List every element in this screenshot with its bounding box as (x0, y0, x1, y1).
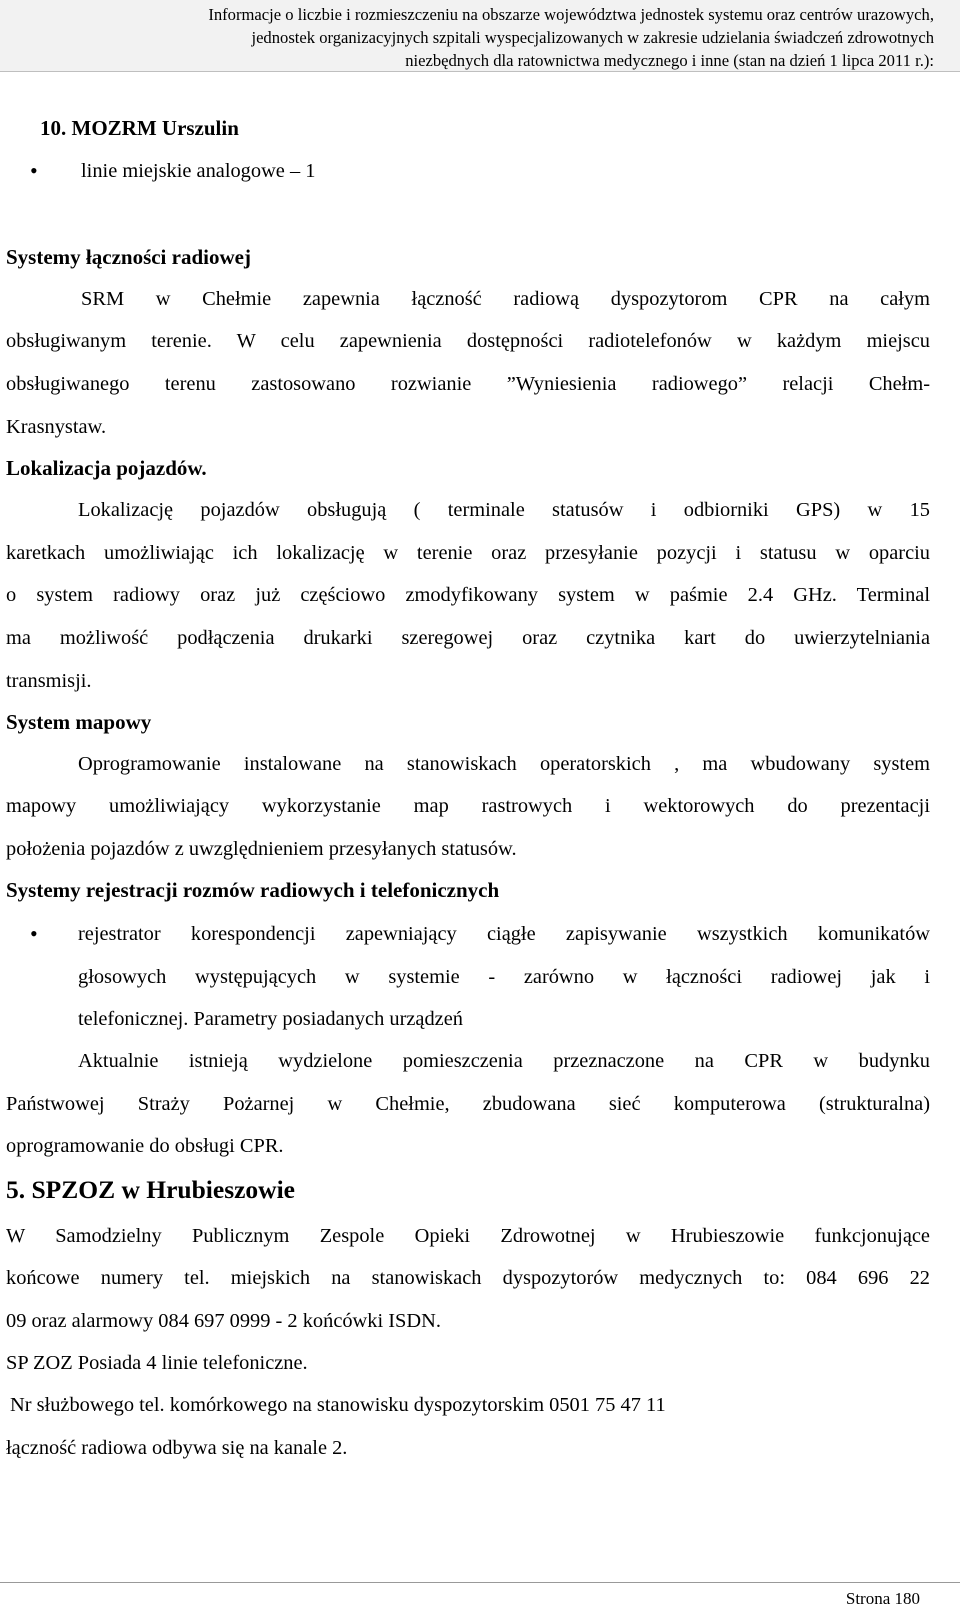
location-line-3: o system radiowy oraz już częściowo zmodyfikowany system w paśmie 2.4 GHz. Terminal (6, 584, 930, 606)
header-line-1: Informacje o liczbie i rozmieszczeniu na obszarze województwa jednostek systemu oraz centrów urazowych, (208, 5, 934, 24)
recording-para-line-2: Państwowej Straży Pożarnej w Chełmie, zbudowana sieć komputerowa (strukturalna) (6, 1093, 930, 1115)
location-line-5: transmisji. (6, 670, 92, 692)
section-5-line-2: końcowe numery tel. miejskich na stanowiskach dyspozytorów medycznych to: 084 696 22 (6, 1267, 930, 1289)
header-line-3: niezbędnych dla ratownictwa medycznego i inne (stan na dzień 1 lipca 2011 r.): (405, 51, 934, 70)
radio-heading: Systemy łączności radiowej (6, 245, 251, 269)
recording-bullet-line-2: głosowych występujących w systemie - zarówno w łączności radiowej jak i (78, 966, 930, 988)
radio-line-1: SRM w Chełmie zapewnia łączność radiową dyspozytorom CPR na całym (81, 288, 930, 310)
page-header (0, 0, 960, 72)
recording-bullet-line-1: rejestrator korespondencji zapewniający ciągłe zapisywanie wszystkich komunikatów (78, 923, 930, 945)
map-line-1: Oprogramowanie instalowane na stanowiskach operatorskich , ma wbudowany system (78, 753, 930, 775)
radio-line-3: obsługiwanego terenu zastosowano rozwianie ”Wyniesienia radiowego” relacji Chełm- (6, 373, 930, 395)
bullet-icon: • (30, 921, 38, 946)
section-5-line-6: łączność radiowa odbywa się na kanale 2. (6, 1437, 348, 1459)
recording-bullet-line-3: telefonicznej. Parametry posiadanych urządzeń (78, 1008, 463, 1030)
map-heading: System mapowy (6, 710, 152, 734)
map-line-3: położenia pojazdów z uwzględnieniem przesyłanych statusów. (6, 838, 517, 860)
section-5-heading: 5. SPZOZ w Hrubieszowie (6, 1175, 296, 1204)
section-10-heading: 10. MOZRM Urszulin (40, 116, 239, 140)
page-footer (0, 1582, 960, 1613)
section-5-line-1: W Samodzielny Publicznym Zespole Opieki Zdrowotnej w Hrubieszowie funkcjonujące (6, 1225, 930, 1247)
map-line-2: mapowy umożliwiający wykorzystanie map rastrowych i wektorowych do prezentacji (6, 795, 930, 817)
location-line-4: ma możliwość podłączenia drukarki szeregowej oraz czytnika kart do uwierzytelniania (6, 627, 930, 649)
recording-para-line-1: Aktualnie istnieją wydzielone pomieszczenia przeznaczone na CPR w budynku (78, 1050, 930, 1072)
radio-line-2: obsługiwanym terenie. W celu zapewnienia dostępności radiotelefonów w każdym miejscu (6, 330, 930, 352)
section-10-bullet-text: linie miejskie analogowe – 1 (81, 160, 316, 182)
section-5-line-3: 09 oraz alarmowy 084 697 0999 - 2 końcówki ISDN. (6, 1310, 441, 1332)
recording-heading: Systemy rejestracji rozmów radiowych i telefonicznych (6, 878, 500, 902)
location-line-1: Lokalizację pojazdów obsługują ( terminale statusów i odbiorniki GPS) w 15 (78, 499, 930, 521)
location-heading: Lokalizacja pojazdów. (6, 456, 207, 480)
recording-para-line-3: oprogramowanie do obsługi CPR. (6, 1135, 284, 1157)
bullet-icon: • (30, 158, 38, 183)
location-line-2: karetkach umożliwiając ich lokalizację w terenie oraz przesyłanie pozycji i statusu w oparciu (6, 542, 930, 564)
page-number: Strona 180 (845, 1589, 920, 1608)
header-line-2: jednostek organizacyjnych szpitali wyspecjalizowanych w zakresie udzielania świadczeń zdrowotnych (251, 28, 934, 47)
radio-line-4: Krasnystaw. (6, 416, 107, 438)
section-5-line-4: SP ZOZ Posiada 4 linie telefoniczne. (6, 1352, 308, 1374)
section-5-line-5: Nr służbowego tel. komórkowego na stanowisku dyspozytorskim 0501 75 47 11 (10, 1394, 666, 1416)
